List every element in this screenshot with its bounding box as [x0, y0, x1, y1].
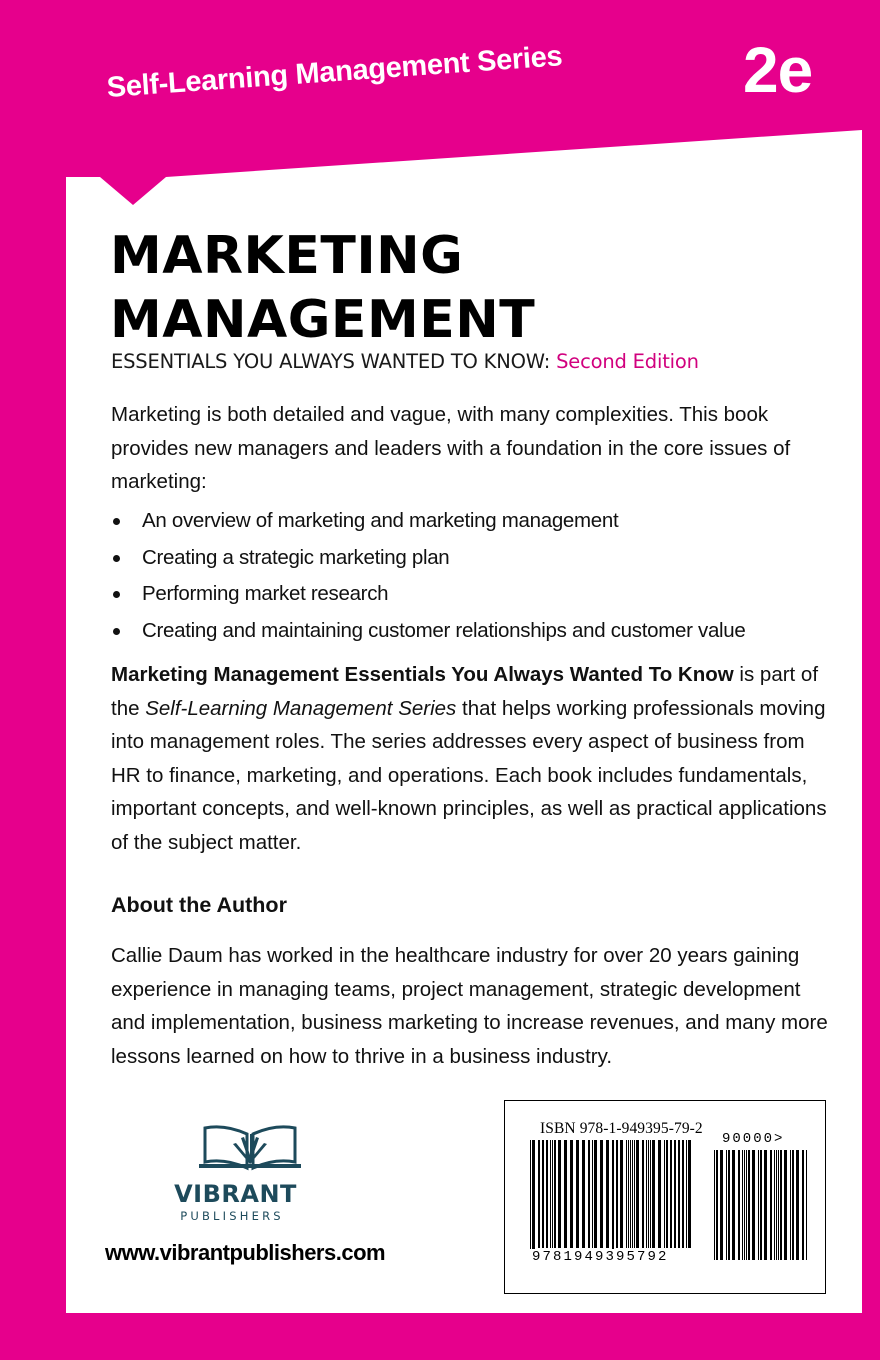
barcode-bar — [758, 1150, 759, 1260]
barcode-bar — [674, 1140, 676, 1248]
barcode-bar — [774, 1150, 775, 1260]
edition-badge: 2e — [743, 34, 813, 106]
barcode-bar — [678, 1140, 680, 1248]
bullet-icon — [113, 591, 120, 598]
barcode-bar — [606, 1140, 609, 1248]
price-code: 90000> — [722, 1131, 785, 1147]
list-item: Creating and maintaining customer relationships and customer value — [111, 613, 831, 650]
publisher-name: VIBRANT — [174, 1180, 297, 1208]
subtitle-text: ESSENTIALS YOU ALWAYS WANTED TO KNOW: — [111, 350, 551, 373]
barcode-bar — [732, 1150, 735, 1260]
barcode-bar — [592, 1140, 593, 1248]
barcode-bar — [594, 1140, 597, 1248]
barcode-bar — [546, 1140, 548, 1248]
barcode-bar — [686, 1140, 687, 1248]
author-bio: Callie Daum has worked in the healthcare industry for over 20 years gaining experience in managing teams, project management, strategic development and implementation, business marketing to increase revenues, and many more lessons learned on how to thrive in a business industry. — [111, 944, 828, 1068]
barcode-bar — [664, 1140, 665, 1248]
barcode-bar — [630, 1140, 631, 1248]
barcode-bar — [646, 1140, 647, 1248]
barcode-bar — [650, 1140, 651, 1248]
barcode-bar — [648, 1140, 649, 1248]
list-item: An overview of marketing and marketing management — [111, 503, 831, 540]
subtitle-edition: Second Edition — [556, 350, 699, 373]
price-barcode — [714, 1150, 810, 1260]
barcode-bar — [682, 1140, 684, 1248]
barcode-bar — [796, 1150, 799, 1260]
barcode-bar — [576, 1140, 579, 1248]
barcode-bar — [764, 1150, 767, 1260]
barcode-bar — [552, 1140, 553, 1248]
barcode-bar — [620, 1140, 623, 1248]
barcode-bar — [530, 1140, 531, 1260]
book-title — [110, 224, 535, 352]
barcode-bar — [720, 1150, 723, 1260]
barcode-bar — [642, 1140, 644, 1248]
barcode-bar — [806, 1150, 807, 1260]
barcode-bar — [628, 1140, 629, 1248]
publisher-subtitle: PUBLISHERS — [180, 1209, 284, 1223]
bullet-icon — [113, 555, 120, 562]
book-title-line-2: MANAGEMENT — [110, 290, 536, 350]
series-paragraph: Marketing Management Essentials You Always Wanted To Know is part of the Self-Learning Management Series that helps working professionals moving into management roles. The series addresses every aspect of business from HR to finance, marketing, and operations. Each book includes fundamentals, important concepts, and well-known principles, as well as practical applications of the subject matter. — [111, 663, 827, 854]
intro-paragraph: Marketing is both detailed and vague, with many complexities. This book provides new managers and leaders with a foundation in the core issues of marketing: — [111, 403, 791, 493]
list-item: Performing market research — [111, 576, 831, 613]
barcode-bar — [588, 1140, 590, 1248]
barcode-bar — [792, 1150, 794, 1260]
barcode-bar — [666, 1140, 668, 1248]
barcode-bar — [760, 1150, 762, 1260]
barcode-bar — [802, 1150, 804, 1260]
barcode-bar — [790, 1150, 791, 1260]
list-item: Creating a strategic marketing plan — [111, 540, 831, 577]
barcode-bar — [564, 1140, 567, 1248]
isbn-barcode — [530, 1140, 694, 1260]
barcode-bar — [558, 1140, 561, 1248]
barcode-bar — [748, 1150, 750, 1260]
barcode-bar — [532, 1140, 535, 1260]
barcode-bar — [570, 1140, 573, 1248]
open-book-icon — [185, 1122, 315, 1182]
barcode-bar — [550, 1140, 551, 1248]
barcode-bar — [716, 1150, 718, 1260]
book-subtitle — [111, 350, 699, 373]
barcode-bar — [770, 1150, 772, 1260]
barcode-bar — [538, 1140, 540, 1248]
about-author-heading: About the Author — [111, 893, 287, 917]
barcode-digits: 9781949395792 — [532, 1249, 669, 1265]
barcode-bar — [616, 1140, 618, 1248]
barcode-bar — [652, 1140, 655, 1248]
barcode-bar — [746, 1150, 747, 1260]
series-name: Self-Learning Management Series — [105, 40, 564, 105]
isbn-text: ISBN 978-1-949395-79-2 — [540, 1120, 703, 1137]
barcode-bar — [600, 1140, 603, 1248]
series-italic-name: Self-Learning Management Series — [145, 696, 457, 720]
barcode-bar — [612, 1140, 614, 1260]
bullet-icon — [113, 628, 120, 635]
barcode-bar — [726, 1150, 727, 1260]
barcode-bar — [670, 1140, 672, 1248]
barcode-bar — [554, 1140, 556, 1248]
barcode-bar — [714, 1150, 715, 1260]
bullet-icon — [113, 518, 120, 525]
barcode-bar — [632, 1140, 633, 1248]
barcode-bar — [728, 1150, 730, 1260]
barcode-bar — [744, 1150, 745, 1260]
barcode-bar — [636, 1140, 639, 1248]
barcode-bar — [658, 1140, 661, 1248]
barcode-bar — [634, 1140, 635, 1248]
topic-list — [111, 503, 831, 649]
barcode-bar — [752, 1150, 755, 1260]
book-title-line-1: MARKETING — [110, 226, 464, 286]
barcode-bar — [738, 1150, 740, 1260]
barcode-bar — [784, 1150, 787, 1260]
barcode-bar — [780, 1150, 782, 1260]
barcode-bar — [776, 1150, 777, 1260]
barcode-bar — [778, 1150, 779, 1260]
barcode-bar — [688, 1140, 691, 1248]
barcode-bar — [626, 1140, 627, 1248]
barcode-bar — [542, 1140, 544, 1248]
series-bold-title: Marketing Management Essentials You Always Wanted To Know — [111, 663, 734, 686]
barcode-bar — [742, 1150, 743, 1260]
barcode-bar — [582, 1140, 585, 1248]
publisher-website-link[interactable]: www.vibrantpublishers.com — [105, 1240, 386, 1265]
